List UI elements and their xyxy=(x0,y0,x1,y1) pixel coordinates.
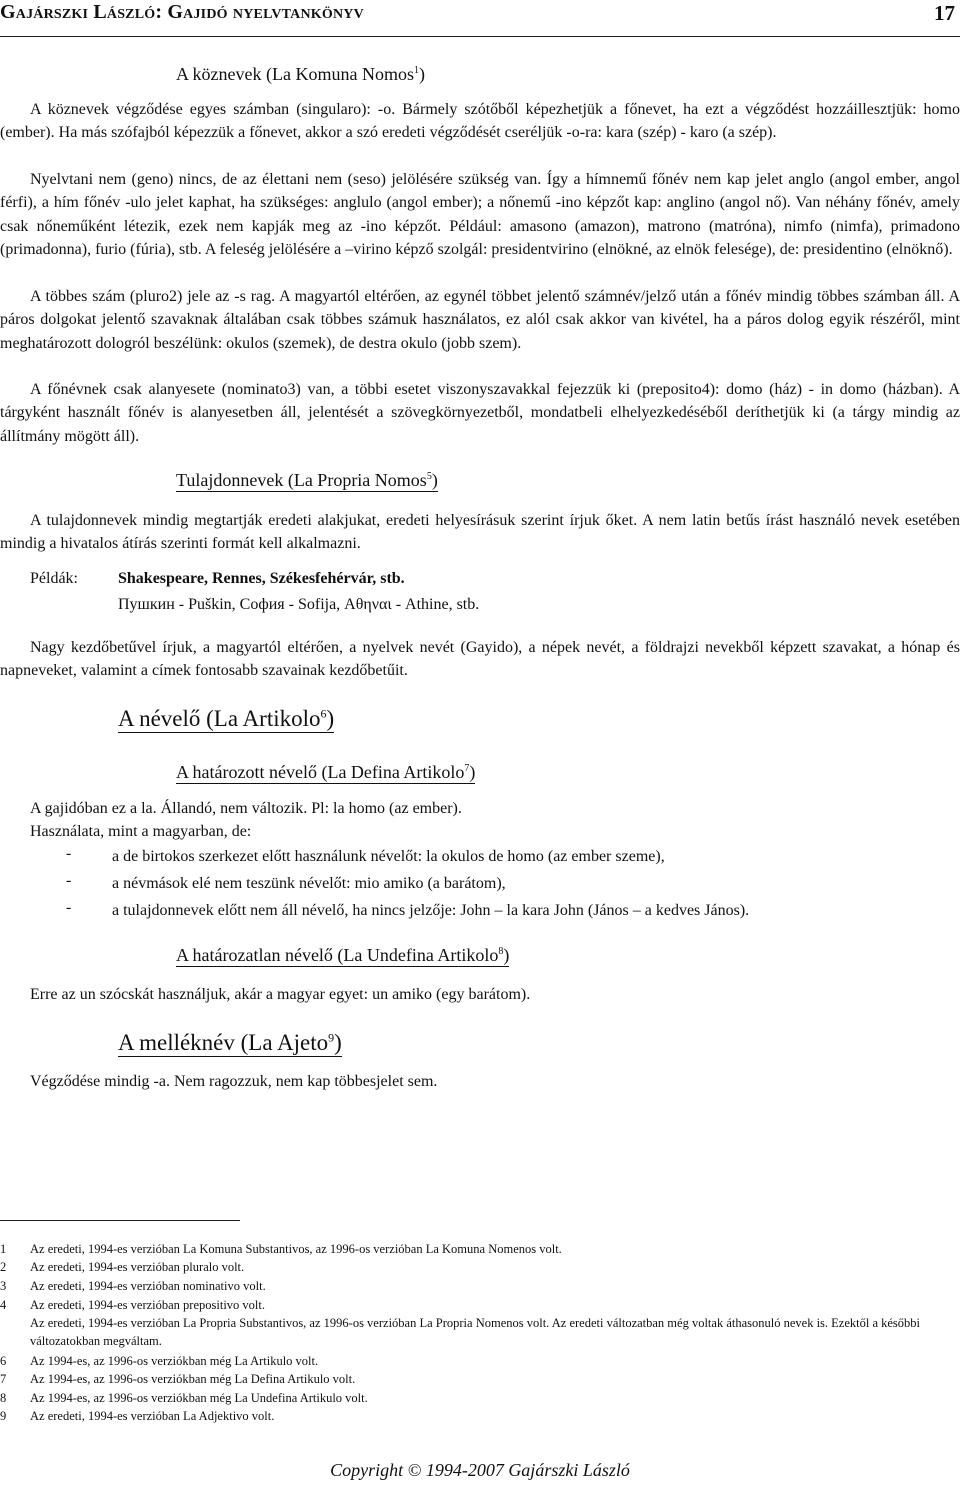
footnote-number: 7 xyxy=(0,1372,7,1386)
footnote-1 xyxy=(0,1240,960,1258)
page-header xyxy=(0,0,960,37)
heading-close: ) xyxy=(418,64,425,84)
heading-text: Tulajdonnevek (La Propria Nomos xyxy=(176,470,427,490)
list-dash: - xyxy=(66,845,72,862)
footnote-number: 9 xyxy=(0,1409,7,1423)
footnote-3 xyxy=(0,1277,960,1295)
footnote-5 xyxy=(0,1314,960,1350)
footnote-text: Az 1994-es, az 1996-os verziókban még La Undefina Artikulo volt. xyxy=(30,1391,368,1405)
footnote-ref: 9 xyxy=(328,1030,335,1045)
paragraph-5: A tulajdonnevek mindig megtartják eredeti alakjukat, eredeti helyesírásuk szerint írjuk őket. A nem latin betűs írást használó nevek esetében mindig a hivatalos átírás szerinti formát kell alkalmazni. xyxy=(0,512,960,553)
footnote-text: Az 1994-es, az 1996-os verziókban még La Artikulo volt. xyxy=(30,1354,319,1368)
examples-line-1: Shakespeare, Rennes, Székesfehérvár, stb. xyxy=(118,570,405,587)
paragraph-1: A köznevek végződése egyes számban (singularo): -o. Bármely szótőből képezhetjük a főnevet, ha ezt a végződést hozzáillesztjük: homo (ember). Ha más szófajból képezzük a főnevet, akkor a szó eredeti végződését cseréljük -o-ra: kara (szép) - karo (a szép). xyxy=(0,101,960,142)
footnote-number: 3 xyxy=(0,1279,7,1293)
paragraph-8: Használata, mint a magyarban, de: xyxy=(30,823,252,840)
heading-close: ) xyxy=(431,470,438,490)
paragraph-10: Végződése mindig -a. Nem ragozzuk, nem kap többesjelet sem. xyxy=(30,1073,438,1090)
heading-hatarozott-nevelo xyxy=(176,762,475,783)
list-item: a de birtokos szerkezet előtt használunk névelőt: la okulos de homo (az ember szeme), xyxy=(112,848,665,865)
footnote-6 xyxy=(0,1352,960,1370)
heading-hatarozatlan-nevelo xyxy=(176,945,509,966)
footnote-separator xyxy=(0,1220,240,1221)
examples-label: Példák: xyxy=(30,570,78,587)
footnote-text: Az eredeti, 1994-es verzióban La Adjektivo volt. xyxy=(30,1409,275,1423)
heading-close: ) xyxy=(469,762,476,782)
heading-close: ) xyxy=(503,945,510,965)
footnote-number: 2 xyxy=(0,1260,7,1274)
footnote-text: Az eredeti, 1994-es verzióban nominativo volt. xyxy=(30,1279,266,1293)
heading-mellekne xyxy=(118,1030,342,1056)
list-dash: - xyxy=(66,872,72,889)
footnote-8 xyxy=(0,1389,960,1407)
footnote-number: 4 xyxy=(0,1298,7,1312)
footnote-text: Az 1994-es, az 1996-os verziókban még La Defina Artikulo volt. xyxy=(30,1372,356,1386)
footnote-text: Az eredeti, 1994-es verzióban La Propria Substantivos, az 1996-os verzióban La Propria Nomenos volt. Az eredeti változatban még voltak áthasonuló nevek is. Ezektől a későbbi változatokban megváltam. xyxy=(30,1316,921,1348)
footnote-text: Az eredeti, 1994-es verzióban prepositivo volt. xyxy=(30,1298,265,1312)
heading-text: A névelő (La Artikolo xyxy=(118,706,321,731)
list-item: a tulajdonnevek előtt nem áll névelő, ha nincs jelzője: John – la kara John (János – a kedves János). xyxy=(112,902,750,919)
footnote-number: 6 xyxy=(0,1354,7,1368)
footnote-4 xyxy=(0,1296,960,1314)
footnote-ref: 6 xyxy=(320,706,327,721)
paragraph-7: A gajidóban ez a la. Állandó, nem változik. Pl: la homo (az ember). xyxy=(30,800,462,817)
footnote-9 xyxy=(0,1407,960,1425)
heading-close: ) xyxy=(334,1030,342,1055)
heading-close: ) xyxy=(326,706,335,731)
page-number: 17 xyxy=(934,1,955,25)
heading-koznevek xyxy=(176,64,425,85)
examples-line-2: Пушкин - Puškin, София - Sofija, Αθηναι - Athine, stb. xyxy=(118,596,480,613)
footnote-7 xyxy=(0,1370,960,1388)
heading-text: A határozatlan névelő (La Undefina Artikolo xyxy=(176,945,499,965)
footnote-ref: 7 xyxy=(464,763,470,774)
paragraph-2: Nyelvtani nem (geno) nincs, de az élettani nem (seso) jelölésére szükség van. Így a hímnemű főnév nem kap jelet anglo (angol ember, angol férfi), a hím főnév -ulo jelet kaphat, ha szükséges: anglulo (angol ember); a nőnemű -ino képzőt kap: anglino (angol nő). Van néhány főnév, amely csak nőneműként létezik, ezek nem kapják meg az -ino képzőt. Például: amasono (amazon), matrono (matróna), nimfo (nimfa), primadono (primadonna), furio (fúria), stb. A feleség jelölésére a –virino képző szolgál: presidentvirino (elnökné, az elnök felesége), de: presidentino (elnöknő). xyxy=(0,171,960,259)
paragraph-9: Erre az un szócskát használjuk, akár a magyar egyet: un amiko (egy barátom). xyxy=(30,986,531,1003)
footnote-ref: 1 xyxy=(413,65,419,76)
footnote-text: Az eredeti, 1994-es verzióban pluralo volt. xyxy=(30,1260,245,1274)
header-title: Gajárszki László: Gajidó nyelvtankönyv xyxy=(0,1,364,23)
footnote-ref: 8 xyxy=(498,946,504,957)
heading-tulajdonnevek xyxy=(176,470,438,491)
list-item: a névmások elé nem teszünk névelőt: mio amiko (a barátom), xyxy=(112,875,506,892)
list-dash: - xyxy=(66,899,72,916)
paragraph-6: Nagy kezdőbetűvel írjuk, a magyartól eltérően, a nyelvek nevét (Gayido), a népek nevét, a földrajzi nevekből képzett szavakat, a hónap és napneveket, valamint a címek fontosabb szavainak kezdőbetűit. xyxy=(0,639,960,680)
heading-nevelo xyxy=(118,706,334,732)
footnote-number xyxy=(0,1314,30,1332)
footnote-number: 1 xyxy=(0,1242,7,1256)
footnote-number: 8 xyxy=(0,1391,7,1405)
footnote-ref: 5 xyxy=(426,471,432,482)
footnote-text: Az eredeti, 1994-es verzióban La Komuna Substantivos, az 1996-os verzióban La Komuna Nomenos volt. xyxy=(30,1242,562,1256)
heading-text: A határozott névelő (La Defina Artikolo xyxy=(176,762,465,782)
footnote-2 xyxy=(0,1258,960,1276)
heading-text: A melléknév (La Ajeto xyxy=(118,1030,329,1055)
paragraph-4: A főnévnek csak alanyesete (nominato3) van, a többi esetet viszonyszavakkal fejezzük ki (preposito4): domo (ház) - in domo (házban). A tárgyként használt főnév is alanyesetben áll, jelentését a szövegkörnyezetből, mondatbeli elhelyezkedéséből deríthetjük ki (a tárgy mindig az állítmány mögött áll). xyxy=(0,381,960,445)
paragraph-3: A többes szám (pluro2) jele az -s rag. A magyartól eltérően, az egynél többet jelentő számnév/jelző után a főnév mindig többes számban áll. A páros dolgokat jelentő szavaknak általában csak többes számuk használatos, ez alól csak akkor van kivétel, ha a páros dolog egyik részéről, mint meghatározott dologról beszélünk: okulos (szemek), de destra okulo (jobb szem). xyxy=(0,288,960,352)
copyright-footer: Copyright © 1994-2007 Gajárszki László xyxy=(330,1460,630,1480)
heading-text: A köznevek (La Komuna Nomos xyxy=(176,64,414,84)
